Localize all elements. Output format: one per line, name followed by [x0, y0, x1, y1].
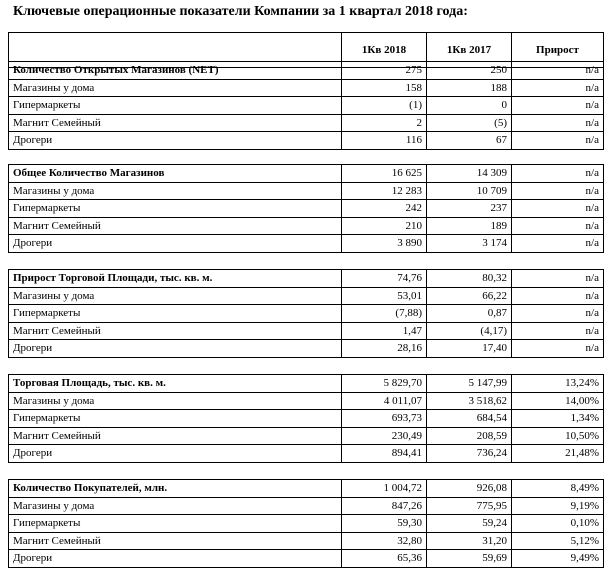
value-growth: 14,00% — [512, 392, 604, 410]
value-2017: 684,54 — [427, 410, 512, 428]
value-growth: 8,49% — [512, 480, 604, 498]
value-2017: 66,22 — [427, 287, 512, 305]
value-growth: n/a — [512, 62, 604, 80]
value-2017: 59,69 — [427, 550, 512, 568]
value-2018: 28,16 — [342, 340, 427, 358]
value-2017: 14 309 — [427, 165, 512, 183]
section-total-row — [9, 62, 604, 80]
value-2018: 242 — [342, 200, 427, 218]
row-label: Дрогери — [9, 445, 342, 463]
row-label: Гипермаркеты — [9, 200, 342, 218]
section-total-row — [9, 270, 604, 288]
table-row — [9, 410, 604, 428]
value-2017: 0 — [427, 97, 512, 115]
row-label: Магазины у дома — [9, 497, 342, 515]
table-row — [9, 287, 604, 305]
value-growth: n/a — [512, 97, 604, 115]
value-2018: 210 — [342, 217, 427, 235]
row-label: Магнит Семейный — [9, 114, 342, 132]
value-growth: n/a — [512, 235, 604, 253]
value-2017: 59,24 — [427, 515, 512, 533]
row-label: Магазины у дома — [9, 182, 342, 200]
value-2017: 10 709 — [427, 182, 512, 200]
header-q1-2017: 1Кв 2017 — [427, 33, 512, 68]
value-2017: 208,59 — [427, 427, 512, 445]
value-growth: n/a — [512, 270, 604, 288]
table-row — [9, 322, 604, 340]
section-title: Количество Открытых Магазинов (NET) — [9, 62, 342, 80]
value-growth: 9,49% — [512, 550, 604, 568]
row-label: Магазины у дома — [9, 392, 342, 410]
value-growth: n/a — [512, 132, 604, 150]
header-q1-2018: 1Кв 2018 — [342, 33, 427, 68]
value-2018: 74,76 — [342, 270, 427, 288]
value-2018: 3 890 — [342, 235, 427, 253]
section-title: Прирост Торговой Площади, тыс. кв. м. — [9, 270, 342, 288]
section-space-growth — [8, 269, 604, 358]
table-row — [9, 427, 604, 445]
table-row — [9, 200, 604, 218]
value-2017: 237 — [427, 200, 512, 218]
section-title: Количество Покупателей, млн. — [9, 480, 342, 498]
value-2018: 53,01 — [342, 287, 427, 305]
value-2017: 188 — [427, 79, 512, 97]
value-2017: 3 518,62 — [427, 392, 512, 410]
row-label: Магнит Семейный — [9, 217, 342, 235]
value-2018: (7,88) — [342, 305, 427, 323]
section-customers — [8, 479, 604, 568]
row-label: Магазины у дома — [9, 287, 342, 305]
value-growth: 10,50% — [512, 427, 604, 445]
table-row — [9, 497, 604, 515]
table-row — [9, 182, 604, 200]
value-growth: 13,24% — [512, 375, 604, 393]
value-growth: 5,12% — [512, 532, 604, 550]
value-2017: (4,17) — [427, 322, 512, 340]
value-growth: n/a — [512, 217, 604, 235]
row-label: Магнит Семейный — [9, 427, 342, 445]
value-2018: 1,47 — [342, 322, 427, 340]
value-2017: 31,20 — [427, 532, 512, 550]
value-2018: 1 004,72 — [342, 480, 427, 498]
table-row — [9, 550, 604, 568]
value-2018: 2 — [342, 114, 427, 132]
value-2017: 80,32 — [427, 270, 512, 288]
table-row — [9, 515, 604, 533]
table-row — [9, 532, 604, 550]
table-row — [9, 392, 604, 410]
table-row — [9, 114, 604, 132]
table-row — [9, 132, 604, 150]
row-label: Гипермаркеты — [9, 305, 342, 323]
table-row — [9, 305, 604, 323]
section-open-stores — [8, 61, 604, 150]
header-growth: Прирост — [512, 33, 604, 68]
value-2018: 4 011,07 — [342, 392, 427, 410]
value-growth: n/a — [512, 322, 604, 340]
table-row — [9, 217, 604, 235]
value-2017: 775,95 — [427, 497, 512, 515]
value-growth: n/a — [512, 200, 604, 218]
value-growth: 0,10% — [512, 515, 604, 533]
value-2017: 0,87 — [427, 305, 512, 323]
value-2017: 17,40 — [427, 340, 512, 358]
row-label: Дрогери — [9, 132, 342, 150]
section-selling-space — [8, 374, 604, 463]
value-growth: 1,34% — [512, 410, 604, 428]
table-row — [9, 79, 604, 97]
row-label: Магазины у дома — [9, 79, 342, 97]
value-growth: n/a — [512, 340, 604, 358]
row-label: Дрогери — [9, 550, 342, 568]
value-2017: 926,08 — [427, 480, 512, 498]
value-2018: 116 — [342, 132, 427, 150]
section-title: Общее Количество Магазинов — [9, 165, 342, 183]
value-2017: 3 174 — [427, 235, 512, 253]
table-row — [9, 340, 604, 358]
value-2018: 16 625 — [342, 165, 427, 183]
value-2018: 693,73 — [342, 410, 427, 428]
row-label: Гипермаркеты — [9, 515, 342, 533]
row-label: Дрогери — [9, 340, 342, 358]
value-2018: (1) — [342, 97, 427, 115]
row-label: Магнит Семейный — [9, 532, 342, 550]
value-2018: 158 — [342, 79, 427, 97]
value-2018: 12 283 — [342, 182, 427, 200]
value-growth: n/a — [512, 165, 604, 183]
value-2018: 59,30 — [342, 515, 427, 533]
value-2018: 65,36 — [342, 550, 427, 568]
table-row — [9, 445, 604, 463]
value-2017: 189 — [427, 217, 512, 235]
page-title: Ключевые операционные показатели Компании за 1 квартал 2018 года: — [13, 4, 468, 19]
section-title: Торговая Площадь, тыс. кв. м. — [9, 375, 342, 393]
row-label: Гипермаркеты — [9, 410, 342, 428]
value-growth: 9,19% — [512, 497, 604, 515]
value-growth: n/a — [512, 114, 604, 132]
value-2017: 250 — [427, 62, 512, 80]
value-2017: 736,24 — [427, 445, 512, 463]
value-2018: 230,49 — [342, 427, 427, 445]
value-2018: 275 — [342, 62, 427, 80]
table-row — [9, 235, 604, 253]
section-total-row — [9, 375, 604, 393]
value-2017: (5) — [427, 114, 512, 132]
value-growth: n/a — [512, 182, 604, 200]
value-2018: 5 829,70 — [342, 375, 427, 393]
value-2018: 847,26 — [342, 497, 427, 515]
table-row — [9, 97, 604, 115]
section-total-row — [9, 480, 604, 498]
value-2018: 32,80 — [342, 532, 427, 550]
value-2018: 894,41 — [342, 445, 427, 463]
value-2017: 67 — [427, 132, 512, 150]
value-growth: n/a — [512, 79, 604, 97]
value-growth: n/a — [512, 305, 604, 323]
row-label: Магнит Семейный — [9, 322, 342, 340]
value-growth: 21,48% — [512, 445, 604, 463]
row-label: Гипермаркеты — [9, 97, 342, 115]
row-label: Дрогери — [9, 235, 342, 253]
value-growth: n/a — [512, 287, 604, 305]
value-2017: 5 147,99 — [427, 375, 512, 393]
section-total-row — [9, 165, 604, 183]
section-total-stores — [8, 164, 604, 253]
